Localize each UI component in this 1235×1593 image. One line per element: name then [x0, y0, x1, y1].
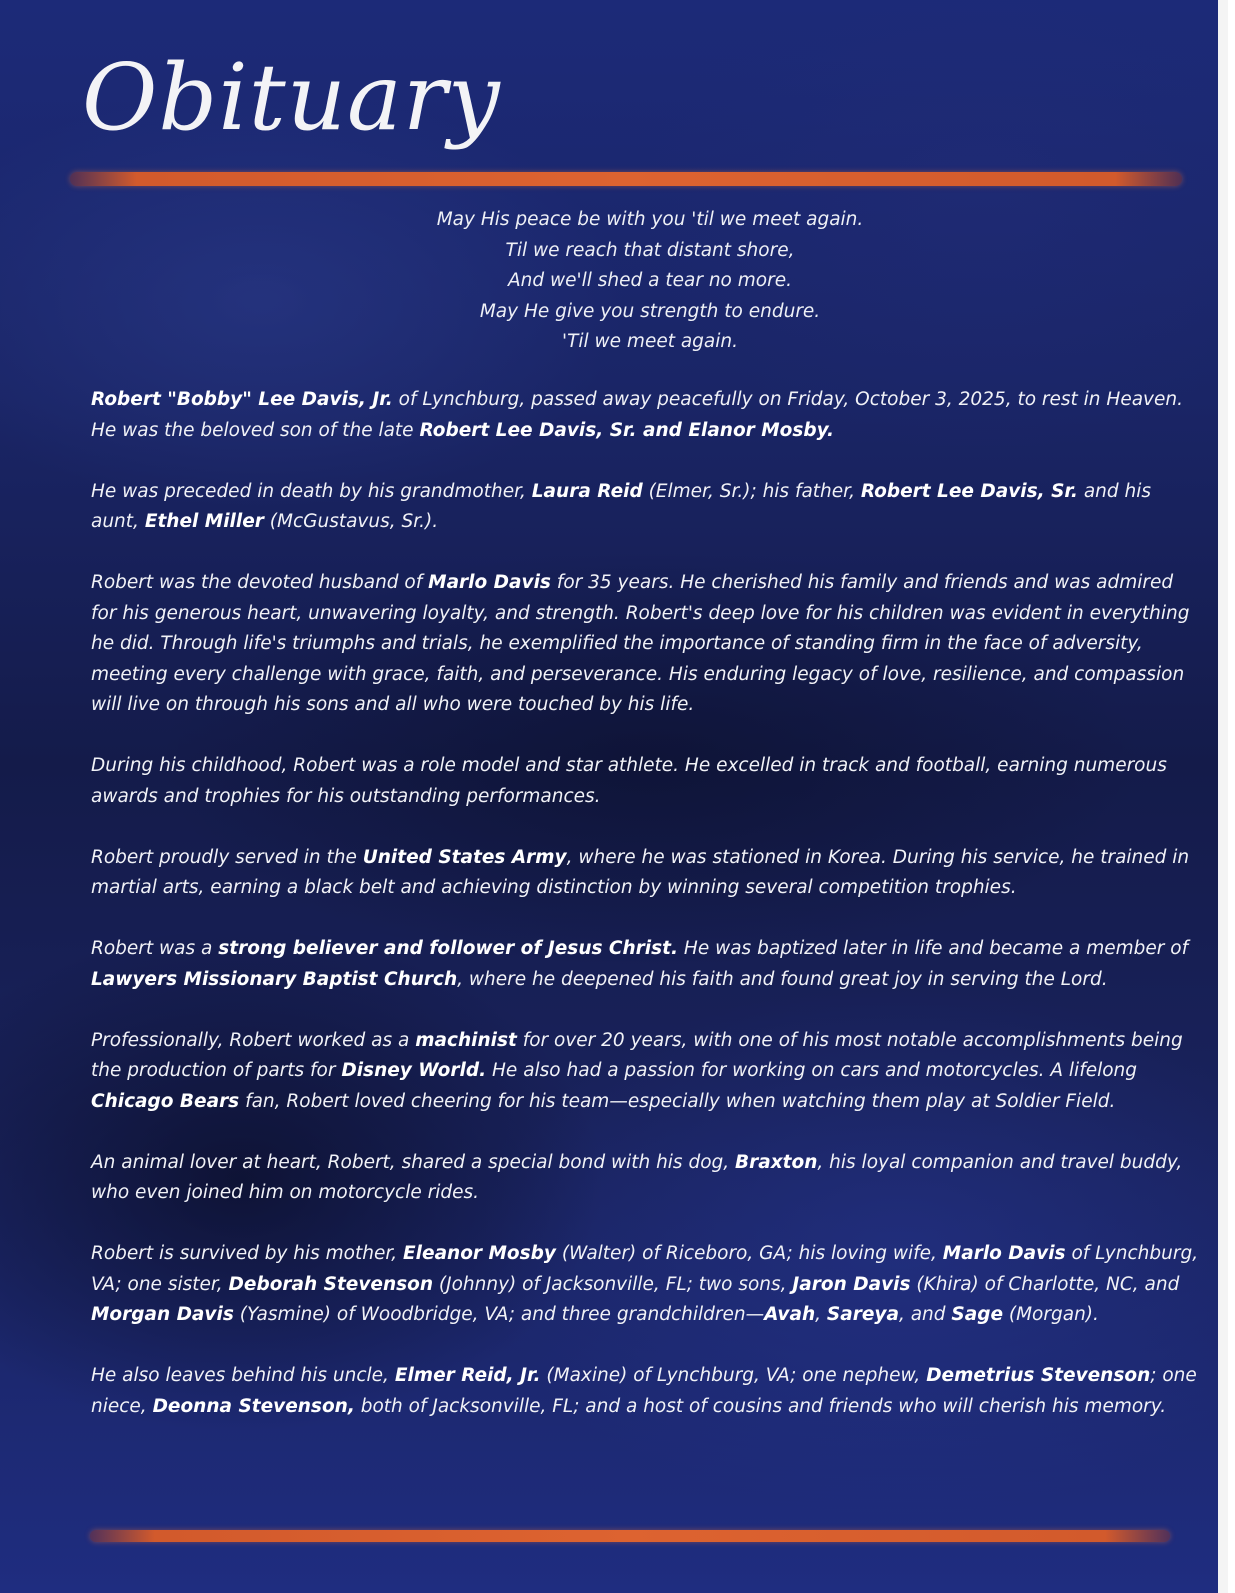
bold-name-text: Robert Lee Davis, Sr. [860, 480, 1078, 502]
bold-name-text: Deonna Stevenson, [152, 1395, 355, 1417]
obituary-paragraph [91, 385, 1203, 446]
paragraph-text: (Maxine) of Lynchburg, VA; one nephew, [540, 1365, 927, 1386]
poem-line: May He give you strength to endure. [479, 300, 821, 322]
paragraph-text: fan, Robert loved cheering for his team—especially when watching them play at Soldier Field. [239, 1090, 1116, 1112]
bold-name-text: Lawyers Missionary Baptist Church [91, 968, 458, 990]
paragraph-text: , where he was stationed in Korea. During his service, he trained in martial arts, earning a black belt and achieving distinction by winning several competition trophies. [91, 846, 1190, 898]
paragraph-text: (McGustavus, Sr.). [263, 511, 439, 532]
obituary-body [91, 385, 1203, 1453]
paragraph-text: ; one niece, [91, 1365, 1197, 1417]
paragraph-text: Robert proudly served in the [91, 846, 363, 868]
paragraph-text: He also had a passion for working on cars and motorcycles. A lifelong [486, 1060, 1138, 1081]
bold-name-text: Braxton [735, 1151, 818, 1173]
obituary-paragraph [91, 1239, 1203, 1331]
paragraph-text: Robert was a [91, 938, 219, 959]
page-title: Obituary [82, 44, 501, 151]
obituary-paragraph [91, 477, 1203, 538]
paragraph-text: (Walter) of Riceboro, GA; his loving wife, [555, 1243, 943, 1264]
paragraph-text: During his childhood, Robert was a role model and star athlete. He excelled in track and football, earning numerous awards and trophies for his outstanding performances. [91, 755, 1167, 807]
paragraph-text: Professionally, Robert worked as a [91, 1029, 416, 1051]
paragraph-text: (Yasmine) of Woodbridge, VA; and three grandchildren— [233, 1304, 765, 1325]
paragraph-text: of Lynchburg, VA; one sister, [91, 1243, 1199, 1295]
paragraph-text: He was baptized later in life and became a member of [678, 938, 1189, 959]
paragraph-text: (Elmer, Sr.); his father, [642, 480, 861, 502]
obituary-paragraph [91, 1148, 1203, 1209]
bold-name-text: Marlo Davis [942, 1243, 1066, 1264]
paragraph-text: (Khira) of Charlotte, NC, and [910, 1273, 1180, 1295]
paragraph-text: An animal lover at heart, Robert, shared a special bond with his dog, [91, 1151, 736, 1173]
obituary-paragraph [91, 934, 1203, 995]
bold-name-text: Sage [951, 1304, 1003, 1325]
bold-name-text: machinist [415, 1029, 517, 1051]
bold-name-text: Morgan Davis [91, 1304, 234, 1325]
bold-name-text: Avah [764, 1304, 816, 1325]
paragraph-text: He was preceded in death by his grandmother, [91, 480, 532, 502]
bold-name-text: Laura Reid [531, 480, 643, 502]
top-divider [70, 172, 1182, 186]
paragraph-text: for 35 years. He cherished his family and friends and was admired for his generous heart, unwavering loyalty, and strength. Robert's deep love for his children was evident in everything he did. Through life's triumphs and trials, he exemplified the importance of standing firm in the face of adversity, meeting every challenge with grace, faith, and perseverance. His enduring legacy of love, resilience, and compassion will live on through his sons and all who were touched by his life. [91, 572, 1190, 715]
bold-name-text: Robert Lee Davis, Sr. and Elanor Mosby. [419, 419, 835, 441]
bold-name-text: United States Army [362, 846, 567, 868]
bold-name-text: Ethel Miller [144, 511, 264, 532]
paragraph-text: , where he deepened his faith and found great joy in serving the Lord. [457, 968, 1108, 990]
paragraph-text: (Johnny) of Jacksonville, FL; two sons, [433, 1273, 793, 1295]
paragraph-text: (Morgan). [1003, 1304, 1099, 1325]
paragraph-text: , [815, 1304, 827, 1325]
poem-line: 'Til we meet again. [561, 331, 739, 352]
bold-name-text: Disney World. [341, 1060, 487, 1081]
bold-name-text: Marlo Davis [428, 572, 551, 593]
obituary-paragraph [91, 1361, 1203, 1422]
paragraph-text: of Lynchburg, passed away peacefully on Friday, October 3, 2025, to rest in Heaven. He was the beloved son of the late [91, 389, 1183, 441]
scan-edge [1218, 0, 1228, 1593]
obituary-paragraph [91, 1026, 1203, 1118]
poem-line: May His peace be with you 'til we meet again. [436, 209, 864, 230]
poem-line: And we'll shed a tear no more. [508, 270, 792, 291]
bold-name-text: strong believer and follower of Jesus Christ. [218, 938, 679, 959]
paragraph-text: for over 20 years, with one of his most notable accomplishments being the production of parts for [91, 1029, 1183, 1081]
bold-name-text: Elmer Reid, Jr. [394, 1365, 541, 1386]
obituary-paragraph [91, 568, 1203, 721]
poem-verse [310, 205, 990, 358]
obituary-paragraph [91, 751, 1203, 812]
paragraph-text: and his aunt, [91, 480, 1152, 532]
bold-name-text: Robert "Bobby" Lee Davis, Jr. [91, 389, 393, 410]
bold-name-text: Demetrius Stevenson [926, 1365, 1151, 1386]
bold-name-text: Eleanor Mosby [403, 1243, 556, 1264]
bold-name-text: Sareya [826, 1304, 899, 1325]
poem-line: Til we reach that distant shore, [505, 239, 795, 261]
bold-name-text: Jaron Davis [792, 1273, 911, 1295]
paragraph-text: Robert was the devoted husband of [91, 572, 429, 593]
paragraph-text: He also leaves behind his uncle, [91, 1365, 395, 1386]
bottom-divider [90, 1530, 1170, 1542]
obituary-paragraph [91, 843, 1203, 904]
paragraph-text: both of Jacksonville, FL; and a host of cousins and friends who will cherish his memory. [354, 1395, 1167, 1417]
paragraph-text: , his loyal companion and travel buddy, who even joined him on motorcycle rides. [91, 1151, 1183, 1203]
bold-name-text: Deborah Stevenson [228, 1273, 434, 1295]
bold-name-text: Chicago Bears [91, 1090, 240, 1112]
paragraph-text: , and [898, 1304, 952, 1325]
paragraph-text: Robert is survived by his mother, [91, 1243, 404, 1264]
